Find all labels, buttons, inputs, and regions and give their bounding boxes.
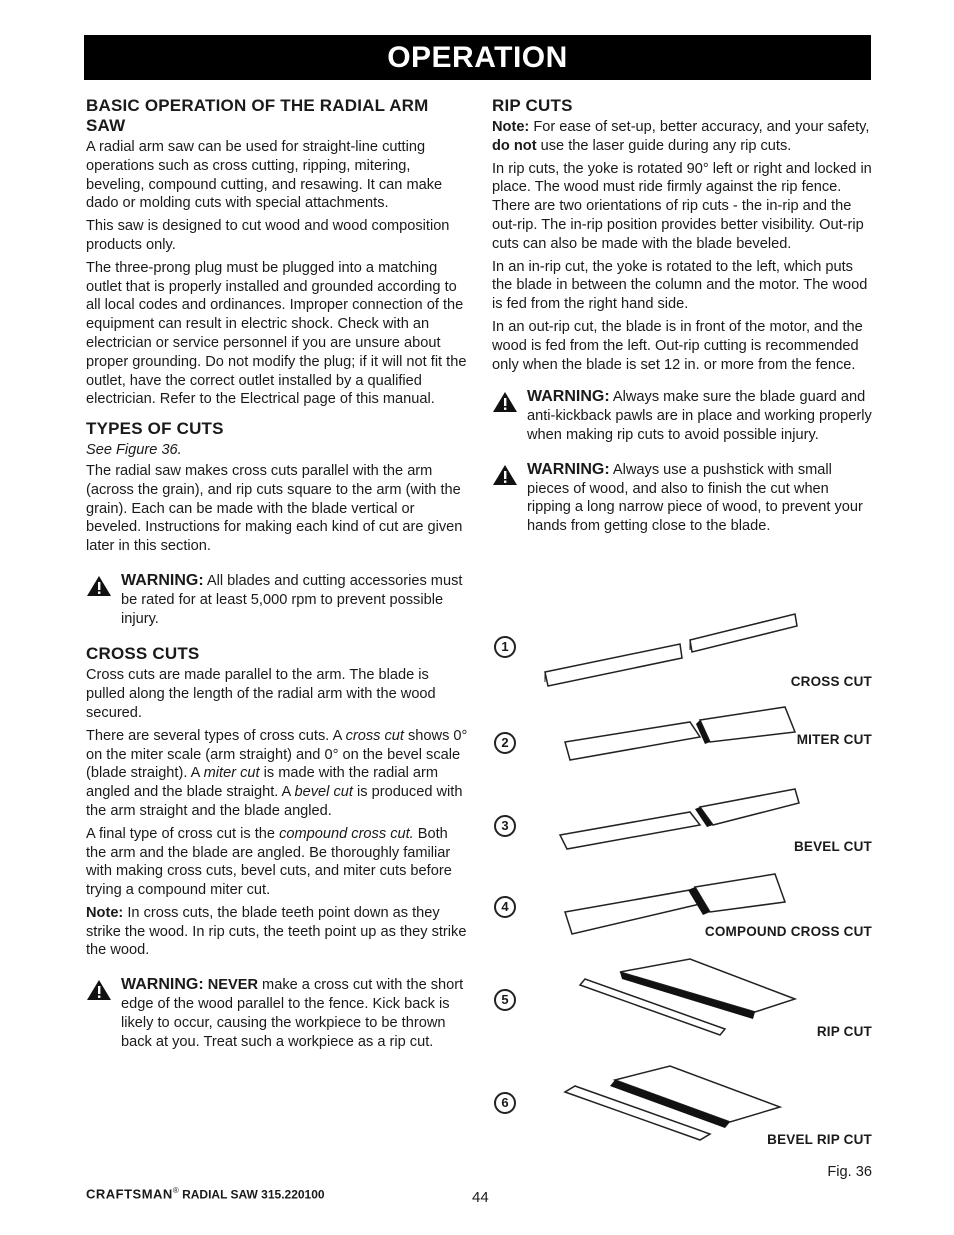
cut-label: COMPOUND CROSS CUT bbox=[704, 924, 872, 939]
section-banner: OPERATION bbox=[84, 35, 871, 80]
item-number-badge: 5 bbox=[494, 989, 516, 1011]
heading-basic-operation: BASIC OPERATION OF THE RADIAL ARM SAW bbox=[86, 96, 429, 135]
item-number-badge: 4 bbox=[494, 896, 516, 918]
warning-triangle-icon bbox=[86, 575, 112, 597]
cross-paragraph-1: Cross cuts are made parallel to the arm. The blade is pulled along the length of the radial arm with the wood secured. bbox=[86, 667, 436, 721]
basic-paragraph-3: The three-prong plug must be plugged into a matching outlet that is properly installed and grounded according to all local codes and ordinances. Improper connection of the equipment can result in electric shock. Check with an electrician or service personnel if you are unsure about proper grounding. Do not modify the plug; if it will not fit the outlet, have the correct outlet installed by a qualified electrician. Refer to the Electrical page of this manual. bbox=[86, 259, 467, 408]
cross-paragraph-2: There are several types of cross cuts. A cross cut shows 0° on the miter scale (arm straight) and 0° on the bevel scale (blade straight). A miter cut is made with the radial arm angled and the blade straight. A bevel cut is produced with the arm straight and the blade angled. bbox=[86, 727, 468, 819]
rip-note: Note: For ease of set-up, better accuracy, and your safety, do not use the laser guide during any rip cuts. bbox=[492, 119, 870, 154]
rip-paragraph-2: In an in-rip cut, the yoke is rotated to the left, which puts the blade in between the column and the motor. The wood is fed from the right hand side. bbox=[492, 258, 868, 313]
bevel-rip-cut-illustration bbox=[560, 1062, 800, 1152]
rip-cut-illustration bbox=[570, 957, 800, 1047]
cross-note: Note: In cross cuts, the blade teeth point down as they strike the wood. In rip cuts, the teeth point up as they strike the wood. bbox=[86, 904, 467, 959]
model-number: RADIAL SAW 315.220100 bbox=[178, 1187, 325, 1202]
item-number-badge: 6 bbox=[494, 1092, 516, 1114]
warning-triangle-icon bbox=[86, 979, 112, 1001]
bevel-cut-illustration bbox=[555, 787, 805, 857]
figure-item-bevel-cut bbox=[490, 787, 874, 857]
warning-blade-guard bbox=[492, 388, 874, 444]
warning-triangle-icon bbox=[492, 464, 518, 486]
rip-paragraph-3: In an out-rip cut, the blade is in front of the motor, and the wood is fed from the left. Out-rip cutting is recommended only when the blade is set 12 in. or more from the fence. bbox=[492, 318, 863, 373]
cross-paragraph-3: A final type of cross cut is the compound cross cut. Both the arm and the blade are angled. Be thoroughly familiar with making cross cuts, bevel cuts, and miter cuts before trying a compound miter cut. bbox=[86, 825, 452, 899]
cut-label: CROSS CUT bbox=[790, 674, 872, 689]
warning-label: WARNING: bbox=[527, 460, 610, 478]
warning-text: make a cross cut with the short edge of the wood parallel to the fence. Kick back is likely to occur, causing the workpiece to be thrown back at you. Treat such a workpiece as a rip cut. bbox=[121, 977, 464, 1050]
see-figure-note: See Figure 36. bbox=[86, 442, 182, 459]
item-number-badge: 1 bbox=[494, 636, 516, 658]
figure-caption: Fig. 36 bbox=[827, 1164, 872, 1180]
figure-item-miter-cut bbox=[490, 702, 874, 772]
warning-text: Always use a pushstick with small pieces of wood, and also to finish the cut when ripping a long narrow piece of wood, to prevent your hands from getting close to the blade. bbox=[527, 461, 863, 535]
figure-36 bbox=[490, 612, 874, 1187]
item-number-badge: 2 bbox=[494, 732, 516, 754]
rip-paragraph-1: In rip cuts, the yoke is rotated 90° left or right and locked in place. The wood must ride firmly against the rip fence. There are two orientations of rip cuts - the in-rip and the out-rip. The in-rip position provides better visibility. Out-rip cuts can also be made with the blade beveled. bbox=[492, 160, 872, 252]
warning-text: Always make sure the blade guard and anti-kickback pawls are in place and working properly when making rip cuts to avoid possible injury. bbox=[527, 389, 872, 443]
figure-item-cross-cut bbox=[490, 612, 874, 692]
basic-paragraph-1: A radial arm saw can be used for straight-line cutting operations such as cross cutting, ripping, mitering, beveling, compound cutting, and resawing. It can make dado or molding cuts with special attachments. bbox=[86, 139, 443, 212]
page-footer: CRAFTSMAN® RADIAL SAW 315.220100 44 bbox=[86, 1186, 489, 1206]
cut-label: BEVEL RIP CUT bbox=[767, 1132, 872, 1147]
cross-cut-illustration bbox=[540, 612, 800, 692]
item-number-badge: 3 bbox=[494, 815, 516, 837]
left-column bbox=[86, 96, 468, 1061]
brand-name: CRAFTSMAN bbox=[86, 1186, 173, 1202]
figure-item-bevel-rip-cut bbox=[490, 1062, 874, 1152]
heading-cross-cuts: CROSS CUTS bbox=[86, 644, 200, 664]
warning-label: WARNING: bbox=[121, 976, 204, 994]
heading-types-of-cuts: TYPES OF CUTS bbox=[86, 419, 224, 439]
cut-label: BEVEL CUT bbox=[793, 839, 872, 854]
warning-label: WARNING: bbox=[121, 571, 204, 589]
warning-cross-cut: WARNING: NEVER make a cross cut with the short edge of the wood parallel to the fence. Kick back is likely to occur, causing the workpiece to be thrown back at you. Treat such a workpiece as a rip cut. bbox=[86, 976, 468, 1051]
right-column bbox=[492, 96, 874, 546]
warning-text: All blades and cutting accessories must be rated for at least 5,000 rpm to prevent possible injury. bbox=[121, 572, 463, 627]
page-number: 44 bbox=[472, 1189, 489, 1206]
types-paragraph: The radial saw makes cross cuts parallel with the arm (across the grain), and rip cuts square to the arm (with the grain). Each can be made with the blade vertical or beveled. Instructions for making each kind of cut are given later in this section. bbox=[86, 462, 463, 555]
heading-rip-cuts: RIP CUTS bbox=[492, 96, 573, 115]
warning-blade-rating bbox=[86, 572, 468, 628]
warning-label: WARNING: bbox=[527, 388, 610, 406]
warning-pushstick bbox=[492, 461, 874, 536]
warning-triangle-icon bbox=[492, 391, 518, 413]
figure-item-compound-cross-cut bbox=[490, 872, 874, 947]
cut-label: MITER CUT bbox=[796, 732, 872, 747]
miter-cut-illustration bbox=[560, 702, 800, 772]
basic-paragraph-2: This saw is designed to cut wood and wood composition products only. bbox=[86, 218, 450, 253]
figure-item-rip-cut bbox=[490, 957, 874, 1047]
cut-label: RIP CUT bbox=[816, 1024, 872, 1039]
